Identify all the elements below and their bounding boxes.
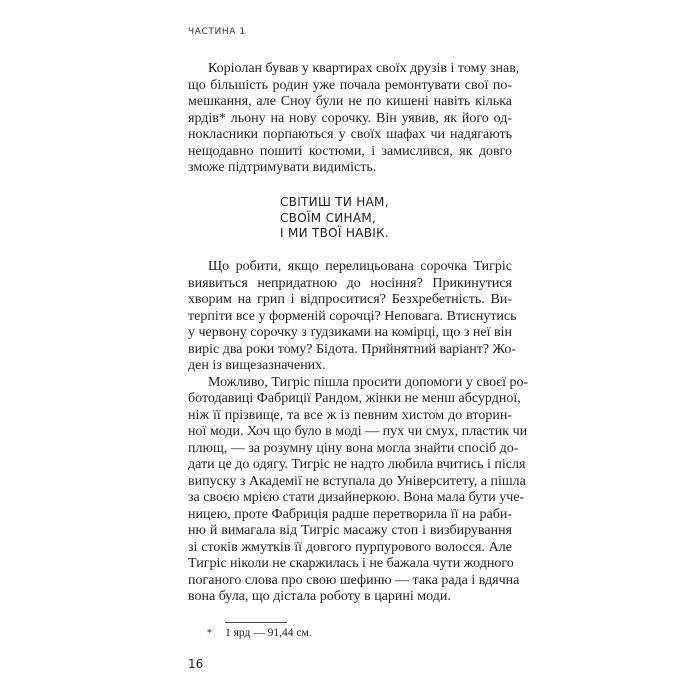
text-line: мешкання, але Сноу були не по кишені навіть кілька	[188, 94, 512, 109]
text-line: ден із вищезазначених.	[188, 358, 326, 373]
text-line: Тигріс ніколи не скаржилась і не бажала чути жодного	[188, 556, 514, 571]
page-number: 16	[188, 657, 204, 671]
footnote-text: 1 ярд — 91,44 см.	[225, 627, 312, 639]
text-line: Можливо, Тигріс пішла просити допомоги у своєї ро-	[208, 374, 529, 390]
text-line: вона була, що дістала роботу в царині моди.	[188, 589, 451, 604]
poem-line: І МИ ТВОЇ НАВІК.	[280, 226, 389, 240]
text-line: терпіти все у форменій сорочці? Неповага. Втиснутись	[188, 308, 517, 324]
text-line: що більшість родин уже почала ремонтувати свої по-	[188, 77, 512, 93]
text-line: нокласники порпаються у своїх шафах чи надягають	[188, 127, 512, 142]
text-line: у червону сорочку з ґудзиками на комірці, що з неї він	[188, 325, 512, 340]
text-line: Що робити, якщо перелицьована сорочка Тигріс	[208, 259, 512, 274]
text-line: виявиться непридатною до носіння? Прикинутися	[188, 275, 512, 291]
poem-line: СВОЇМ СИНАМ,	[280, 210, 377, 225]
text-line: зможе підтримувати видимість.	[188, 160, 377, 175]
text-line: плющ, — за розумну ціну вона могла знайти спосіб до-	[188, 440, 519, 456]
text-line: нещодавно пошиті костюми, і замислився, як довго	[188, 143, 512, 159]
text-line: ної моди. Хоч що було в моді — пух чи смух, пластик чи	[188, 424, 528, 439]
text-line: зі стоків жмутків її довгого пурпурового волосся. Але	[188, 539, 512, 555]
paragraph-2	[188, 259, 517, 375]
paragraph-3	[188, 374, 529, 606]
text-line: за своєю мрією стати дизайнеркою. Вона мала бути уче-	[188, 490, 525, 505]
text-line: ню й вимагала від Тигріс масажу стоп і визбирування	[188, 523, 512, 538]
paragraph-1	[188, 61, 520, 177]
text-line: ботодавиці Фабриції Рандом, жінки не менш абсурдної,	[188, 391, 521, 406]
text-line: хворим на грип і відпроситися? Безхребетність. Ви-	[188, 292, 512, 307]
running-head: ЧАСТИНА 1	[188, 27, 246, 37]
text-line: дати це до одягу. Тигріс не надто любила вчитись і після	[188, 457, 526, 472]
text-line: виріс два роки тому? Бідота. Прийнятний варіант? Жо-	[188, 341, 517, 357]
text-line: випуску з Академії не вступала до Університету, а пішла	[188, 473, 526, 489]
text-line: поганого слова про свою шефиню — така рада і вдячна	[188, 572, 520, 588]
text-line: ницею, проте Фабриція радше перетворила її на раби-	[188, 506, 512, 522]
poem-verse	[280, 195, 389, 242]
text-line: ярдів* льону на нову сорочку. Він уявив, як його од-	[188, 110, 512, 126]
footnote-divider	[225, 622, 287, 623]
text-line: ніж її прізвище, та все ж із певним хистом до вторин-	[188, 407, 512, 423]
poem-line: СВІТИШ ТИ НАМ,	[280, 195, 389, 209]
text-line: Коріолан бував у квартирах своїх друзів і тому знав,	[208, 61, 520, 76]
footnote-mark: *	[207, 628, 212, 639]
